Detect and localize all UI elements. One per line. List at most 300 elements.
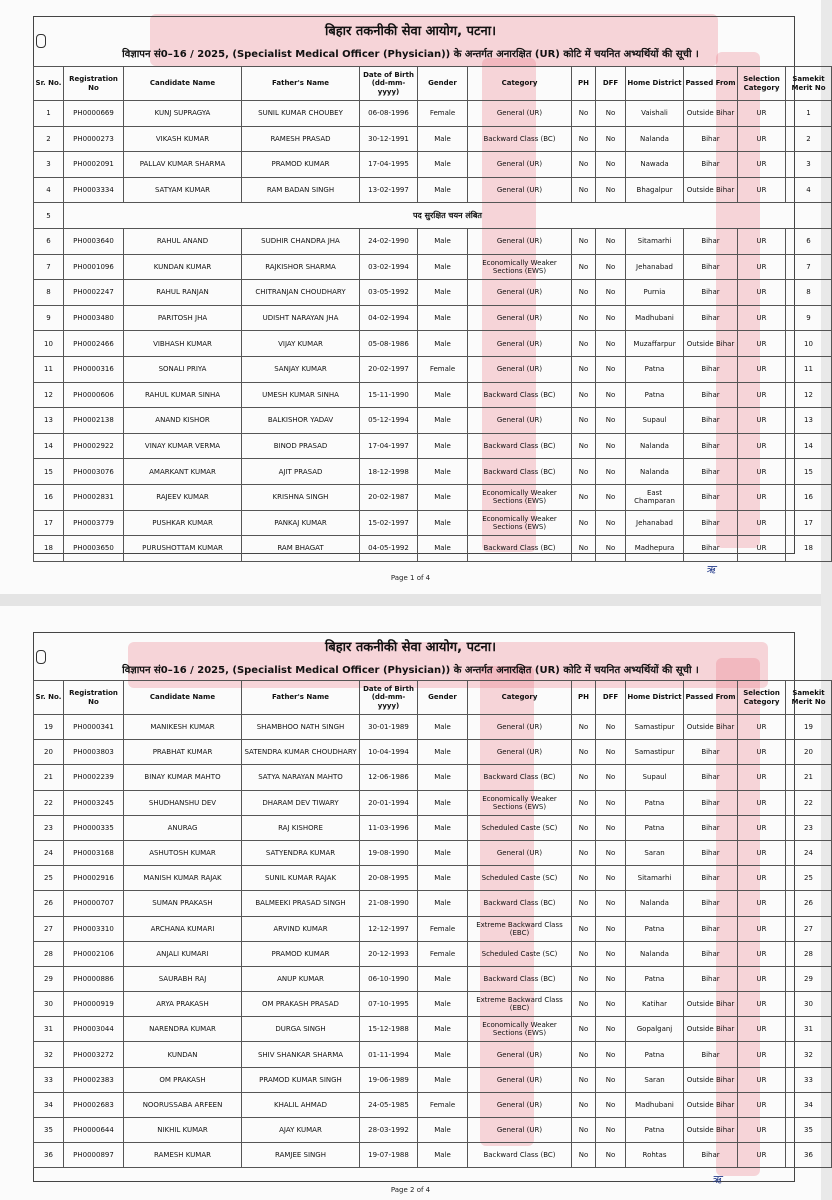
cell-gender: Male: [418, 484, 468, 510]
cell-gender: Male: [418, 891, 468, 916]
cell-date-of-birth: 06-08-1996: [360, 101, 418, 127]
cell-selection-category: UR: [738, 459, 786, 485]
cell-home-district: Vaishali: [626, 101, 684, 127]
cell-home-district: Patna: [626, 790, 684, 815]
cell-date-of-birth: 07-10-1995: [360, 992, 418, 1017]
cell-selection-category: UR: [738, 177, 786, 203]
cell-home-district: Madhepura: [626, 536, 684, 562]
cell-dff: No: [596, 254, 626, 280]
cell-candidate-name: RAHUL RANJAN: [124, 280, 242, 306]
cell-ph: No: [572, 891, 596, 916]
candidates-table: [33, 680, 832, 1168]
cell-candidate-name: PRABHAT KUMAR: [124, 740, 242, 765]
cell-passed-from: Outside Bihar: [684, 992, 738, 1017]
cell-gender: Female: [418, 941, 468, 966]
table-row: [34, 382, 832, 408]
cell-gender: Male: [418, 254, 468, 280]
cell-sr-no: 23: [34, 815, 64, 840]
cell-ph: No: [572, 228, 596, 254]
cell-merit-no: 20: [786, 740, 832, 765]
cell-date-of-birth: 17-04-1997: [360, 433, 418, 459]
cell-date-of-birth: 18-12-1998: [360, 459, 418, 485]
cell-sr-no: 32: [34, 1042, 64, 1067]
cell-fathers-name: UMESH KUMAR SINHA: [242, 382, 360, 408]
cell-gender: Male: [418, 992, 468, 1017]
table-row: [34, 941, 832, 966]
cell-selection-category: UR: [738, 740, 786, 765]
cell-category: Backward Class (BC): [468, 1143, 572, 1168]
cell-merit-no: 2: [786, 126, 832, 152]
cell-dff: No: [596, 280, 626, 306]
table-row: [34, 408, 832, 434]
cell-gender: Male: [418, 715, 468, 740]
cell-dff: No: [596, 1092, 626, 1117]
cell-passed-from: Outside Bihar: [684, 1017, 738, 1042]
table-row: [34, 1067, 832, 1092]
cell-date-of-birth: 28-03-1992: [360, 1118, 418, 1143]
cell-category: Economically Weaker Sections (EWS): [468, 790, 572, 815]
table-row: [34, 765, 832, 790]
cell-ph: No: [572, 382, 596, 408]
cell-dff: No: [596, 510, 626, 536]
cell-home-district: Samastipur: [626, 715, 684, 740]
cell-fathers-name: SANJAY KUMAR: [242, 356, 360, 382]
cell-registration-no: PH0000335: [64, 815, 124, 840]
cell-category: Economically Weaker Sections (EWS): [468, 1017, 572, 1042]
cell-candidate-name: ANJALI KUMARI: [124, 941, 242, 966]
cell-merit-no: 19: [786, 715, 832, 740]
page-number: Page 1 of 4: [390, 574, 431, 582]
cell-candidate-name: VINAY KUMAR VERMA: [124, 433, 242, 459]
cell-passed-from: Outside Bihar: [684, 101, 738, 127]
column-header-category: Category: [468, 67, 572, 101]
cell-gender: Male: [418, 1042, 468, 1067]
cell-gender: Male: [418, 408, 468, 434]
table-row: [34, 228, 832, 254]
cell-home-district: Nawada: [626, 152, 684, 178]
list-subtitle: विज्ञापन सं0–16 / 2025, (Specialist Medical Officer (Physician)) के अन्तर्गत अनारक्षित (UR) कोटि में चयनित अभ्यर्थियों की सूची ।: [122, 49, 699, 60]
cell-merit-no: 21: [786, 765, 832, 790]
cell-category: General (UR): [468, 280, 572, 306]
cell-date-of-birth: 30-12-1991: [360, 126, 418, 152]
cell-registration-no: PH0003310: [64, 916, 124, 941]
cell-date-of-birth: 20-02-1997: [360, 356, 418, 382]
cell-date-of-birth: 20-02-1987: [360, 484, 418, 510]
cell-selection-category: UR: [738, 510, 786, 536]
cell-category: Scheduled Caste (SC): [468, 941, 572, 966]
cell-home-district: Rohtas: [626, 1143, 684, 1168]
column-header-candidate-name: Candidate Name: [124, 681, 242, 715]
cell-merit-no: 12: [786, 382, 832, 408]
table-row: [34, 126, 832, 152]
cell-category: Backward Class (BC): [468, 459, 572, 485]
cell-sr-no: 16: [34, 484, 64, 510]
cell-ph: No: [572, 790, 596, 815]
column-header-dff: DFF: [596, 681, 626, 715]
cell-dff: No: [596, 765, 626, 790]
cell-merit-no: 28: [786, 941, 832, 966]
cell-passed-from: Bihar: [684, 916, 738, 941]
cell-ph: No: [572, 484, 596, 510]
cell-sr-no: 33: [34, 1067, 64, 1092]
cell-candidate-name: KUNDAN: [124, 1042, 242, 1067]
cell-merit-no: 11: [786, 356, 832, 382]
cell-candidate-name: PURUSHOTTAM KUMAR: [124, 536, 242, 562]
cell-merit-no: 7: [786, 254, 832, 280]
cell-passed-from: Bihar: [684, 510, 738, 536]
cell-registration-no: PH0000644: [64, 1118, 124, 1143]
signature: ऋ: [706, 563, 716, 576]
cell-home-district: Patna: [626, 1042, 684, 1067]
cell-registration-no: PH0003076: [64, 459, 124, 485]
cell-dff: No: [596, 1118, 626, 1143]
cell-dff: No: [596, 866, 626, 891]
column-header-gender: Gender: [418, 681, 468, 715]
cell-selection-category: UR: [738, 152, 786, 178]
cell-date-of-birth: 05-08-1986: [360, 331, 418, 357]
cell-merit-no: 6: [786, 228, 832, 254]
cell-category: General (UR): [468, 1042, 572, 1067]
cell-fathers-name: RAJKISHOR SHARMA: [242, 254, 360, 280]
cell-merit-no: 8: [786, 280, 832, 306]
cell-dff: No: [596, 891, 626, 916]
cell-passed-from: Bihar: [684, 1042, 738, 1067]
cell-gender: Male: [418, 459, 468, 485]
cell-sr-no: 2: [34, 126, 64, 152]
cell-registration-no: PH0000316: [64, 356, 124, 382]
cell-fathers-name: KHALIL AHMAD: [242, 1092, 360, 1117]
cell-fathers-name: SUNIL KUMAR CHOUBEY: [242, 101, 360, 127]
cell-selection-category: UR: [738, 254, 786, 280]
cell-fathers-name: ANUP KUMAR: [242, 966, 360, 991]
cell-passed-from: Bihar: [684, 536, 738, 562]
cell-sr-no: 21: [34, 765, 64, 790]
cell-category: General (UR): [468, 101, 572, 127]
cell-sr-no: 26: [34, 891, 64, 916]
cell-passed-from: Bihar: [684, 765, 738, 790]
cell-date-of-birth: 30-01-1989: [360, 715, 418, 740]
cell-merit-no: 18: [786, 536, 832, 562]
table-row: [34, 280, 832, 306]
cell-dff: No: [596, 459, 626, 485]
cell-fathers-name: DURGA SINGH: [242, 1017, 360, 1042]
cell-ph: No: [572, 254, 596, 280]
cell-fathers-name: SATENDRA KUMAR CHOUDHARY: [242, 740, 360, 765]
cell-selection-category: UR: [738, 1118, 786, 1143]
cell-passed-from: Bihar: [684, 305, 738, 331]
column-header-selection-category: Selection Category: [738, 67, 786, 101]
cell-passed-from: Outside Bihar: [684, 1067, 738, 1092]
cell-passed-from: Bihar: [684, 484, 738, 510]
cell-passed-from: Outside Bihar: [684, 1118, 738, 1143]
cell-ph: No: [572, 305, 596, 331]
cell-gender: Male: [418, 510, 468, 536]
cell-candidate-name: ANURAG: [124, 815, 242, 840]
cell-merit-no: 16: [786, 484, 832, 510]
table-row: [34, 740, 832, 765]
cell-dff: No: [596, 740, 626, 765]
cell-gender: Male: [418, 1017, 468, 1042]
cell-category: General (UR): [468, 228, 572, 254]
column-header-category: Category: [468, 681, 572, 715]
cell-ph: No: [572, 126, 596, 152]
cell-merit-no: 27: [786, 916, 832, 941]
org-title: बिहार तकनीकी सेवा आयोग, पटना।: [324, 640, 497, 655]
cell-home-district: Gopalganj: [626, 1017, 684, 1042]
cell-registration-no: PH0002138: [64, 408, 124, 434]
cell-sr-no: 14: [34, 433, 64, 459]
cell-candidate-name: NIKHIL KUMAR: [124, 1118, 242, 1143]
cell-home-district: Patna: [626, 966, 684, 991]
cell-dff: No: [596, 941, 626, 966]
column-header-sr-no: Sr. No.: [34, 67, 64, 101]
cell-ph: No: [572, 866, 596, 891]
cell-ph: No: [572, 408, 596, 434]
column-header-selection-category: Selection Category: [738, 681, 786, 715]
cell-gender: Male: [418, 790, 468, 815]
cell-dff: No: [596, 126, 626, 152]
cell-ph: No: [572, 1092, 596, 1117]
table-row: [34, 484, 832, 510]
cell-date-of-birth: 04-02-1994: [360, 305, 418, 331]
cell-passed-from: Bihar: [684, 228, 738, 254]
cell-passed-from: Bihar: [684, 280, 738, 306]
cell-home-district: Madhubani: [626, 1092, 684, 1117]
table-row: [34, 815, 832, 840]
cell-sr-no: 13: [34, 408, 64, 434]
cell-fathers-name: SHAMBHOO NATH SINGH: [242, 715, 360, 740]
table-row: [34, 254, 832, 280]
cell-sr-no: 18: [34, 536, 64, 562]
cell-date-of-birth: 12-12-1997: [360, 916, 418, 941]
cell-gender: Male: [418, 305, 468, 331]
cell-fathers-name: SUNIL KUMAR RAJAK: [242, 866, 360, 891]
cell-sr-no: 3: [34, 152, 64, 178]
cell-sr-no: 28: [34, 941, 64, 966]
cell-candidate-name: KUNJ SUPRAGYA: [124, 101, 242, 127]
cell-registration-no: PH0003272: [64, 1042, 124, 1067]
cell-registration-no: PH0003640: [64, 228, 124, 254]
cell-date-of-birth: 15-02-1997: [360, 510, 418, 536]
cell-merit-no: 32: [786, 1042, 832, 1067]
cell-merit-no: 14: [786, 433, 832, 459]
cell-sr-no: 34: [34, 1092, 64, 1117]
cell-category: Backward Class (BC): [468, 966, 572, 991]
cell-date-of-birth: 11-03-1996: [360, 815, 418, 840]
cell-date-of-birth: 03-05-1992: [360, 280, 418, 306]
cell-passed-from: Bihar: [684, 152, 738, 178]
cell-home-district: Supaul: [626, 408, 684, 434]
cell-ph: No: [572, 1042, 596, 1067]
cell-dff: No: [596, 1017, 626, 1042]
cell-category: Extreme Backward Class (EBC): [468, 992, 572, 1017]
cell-home-district: Saran: [626, 1067, 684, 1092]
cell-registration-no: PH0003779: [64, 510, 124, 536]
column-header-gender: Gender: [418, 67, 468, 101]
cell-merit-no: 30: [786, 992, 832, 1017]
cell-merit-no: 13: [786, 408, 832, 434]
cell-candidate-name: PALLAV KUMAR SHARMA: [124, 152, 242, 178]
cell-candidate-name: SHUDHANSHU DEV: [124, 790, 242, 815]
cell-dff: No: [596, 331, 626, 357]
cell-selection-category: UR: [738, 715, 786, 740]
cell-gender: Male: [418, 228, 468, 254]
cell-sr-no: 6: [34, 228, 64, 254]
cell-gender: Male: [418, 966, 468, 991]
cell-home-district: Sitamarhi: [626, 866, 684, 891]
table-row: [34, 1143, 832, 1168]
cell-gender: Female: [418, 916, 468, 941]
cell-category: Backward Class (BC): [468, 382, 572, 408]
cell-registration-no: PH0002239: [64, 765, 124, 790]
table-row: [34, 891, 832, 916]
cell-selection-category: UR: [738, 1143, 786, 1168]
cell-merit-no: 29: [786, 966, 832, 991]
cell-gender: Male: [418, 280, 468, 306]
cell-dff: No: [596, 484, 626, 510]
cell-registration-no: PH0002916: [64, 866, 124, 891]
cell-candidate-name: RAJEEV KUMAR: [124, 484, 242, 510]
table-row: [34, 356, 832, 382]
cell-sr-no: 12: [34, 382, 64, 408]
cell-date-of-birth: 19-06-1989: [360, 1067, 418, 1092]
cell-date-of-birth: 17-04-1995: [360, 152, 418, 178]
cell-passed-from: Bihar: [684, 840, 738, 865]
cell-fathers-name: PRAMOD KUMAR: [242, 152, 360, 178]
cell-candidate-name: SONALI PRIYA: [124, 356, 242, 382]
column-header-dff: DFF: [596, 67, 626, 101]
table-row: [34, 331, 832, 357]
cell-fathers-name: VIJAY KUMAR: [242, 331, 360, 357]
cell-sr-no: 4: [34, 177, 64, 203]
cell-registration-no: PH0003334: [64, 177, 124, 203]
document-page-1: [0, 0, 826, 594]
cell-category: Extreme Backward Class (EBC): [468, 916, 572, 941]
table-row: [34, 715, 832, 740]
column-header-merit-no: Samekit Merit No: [786, 681, 832, 715]
cell-selection-category: UR: [738, 536, 786, 562]
cell-selection-category: UR: [738, 840, 786, 865]
cell-passed-from: Bihar: [684, 433, 738, 459]
cell-ph: No: [572, 966, 596, 991]
cell-selection-category: UR: [738, 992, 786, 1017]
cell-home-district: Patna: [626, 356, 684, 382]
cell-selection-category: UR: [738, 484, 786, 510]
column-header-date-of-birth: Date of Birth (dd-mm-yyyy): [360, 681, 418, 715]
cell-dff: No: [596, 433, 626, 459]
cell-sr-no: 10: [34, 331, 64, 357]
cell-home-district: Jehanabad: [626, 510, 684, 536]
cell-registration-no: PH0000919: [64, 992, 124, 1017]
cell-date-of-birth: 10-04-1994: [360, 740, 418, 765]
table-row: [34, 790, 832, 815]
cell-selection-category: UR: [738, 966, 786, 991]
cell-candidate-name: SUMAN PRAKASH: [124, 891, 242, 916]
cell-date-of-birth: 01-11-1994: [360, 1042, 418, 1067]
table-row: [34, 101, 832, 127]
cell-passed-from: Bihar: [684, 941, 738, 966]
cell-merit-no: 25: [786, 866, 832, 891]
cell-merit-no: 24: [786, 840, 832, 865]
cell-merit-no: 33: [786, 1067, 832, 1092]
cell-registration-no: PH0002247: [64, 280, 124, 306]
cell-home-district: Patna: [626, 382, 684, 408]
cell-fathers-name: PRAMOD KUMAR: [242, 941, 360, 966]
cell-home-district: East Champaran: [626, 484, 684, 510]
cell-gender: Male: [418, 1067, 468, 1092]
cell-sr-no: 5: [34, 203, 64, 229]
cell-dff: No: [596, 408, 626, 434]
cell-date-of-birth: 03-02-1994: [360, 254, 418, 280]
cell-date-of-birth: 20-08-1995: [360, 866, 418, 891]
cell-category: General (UR): [468, 1067, 572, 1092]
cell-home-district: Patna: [626, 1118, 684, 1143]
cell-fathers-name: BINOD PRASAD: [242, 433, 360, 459]
cell-registration-no: PH0003245: [64, 790, 124, 815]
cell-dff: No: [596, 1042, 626, 1067]
cell-gender: Male: [418, 1143, 468, 1168]
cell-fathers-name: SHIV SHANKAR SHARMA: [242, 1042, 360, 1067]
cell-ph: No: [572, 1017, 596, 1042]
cell-selection-category: UR: [738, 941, 786, 966]
cell-candidate-name: VIBHASH KUMAR: [124, 331, 242, 357]
cell-fathers-name: DHARAM DEV TIWARY: [242, 790, 360, 815]
cell-home-district: Samastipur: [626, 740, 684, 765]
cell-fathers-name: SATYENDRA KUMAR: [242, 840, 360, 865]
cell-selection-category: UR: [738, 1067, 786, 1092]
document-page-2: [0, 606, 826, 1200]
cell-dff: No: [596, 966, 626, 991]
cell-category: Backward Class (BC): [468, 126, 572, 152]
cell-ph: No: [572, 1067, 596, 1092]
cell-candidate-name: ASHUTOSH KUMAR: [124, 840, 242, 865]
cell-fathers-name: RAM BHAGAT: [242, 536, 360, 562]
cell-fathers-name: AJIT PRASAD: [242, 459, 360, 485]
cell-merit-no: 15: [786, 459, 832, 485]
cell-fathers-name: AJAY KUMAR: [242, 1118, 360, 1143]
table-row: [34, 1017, 832, 1042]
cell-home-district: Madhubani: [626, 305, 684, 331]
cell-selection-category: UR: [738, 101, 786, 127]
column-header-ph: PH: [572, 681, 596, 715]
cell-registration-no: PH0003650: [64, 536, 124, 562]
cell-registration-no: PH0003168: [64, 840, 124, 865]
cell-dff: No: [596, 382, 626, 408]
cell-category: General (UR): [468, 152, 572, 178]
cell-fathers-name: RAJ KISHORE: [242, 815, 360, 840]
cell-registration-no: PH0000341: [64, 715, 124, 740]
table-row: [34, 305, 832, 331]
cell-merit-no: 1: [786, 101, 832, 127]
cell-fathers-name: SUDHIR CHANDRA JHA: [242, 228, 360, 254]
cell-sr-no: 24: [34, 840, 64, 865]
cell-ph: No: [572, 459, 596, 485]
cell-selection-category: UR: [738, 765, 786, 790]
cell-registration-no: PH0002466: [64, 331, 124, 357]
cell-candidate-name: RAHUL KUMAR SINHA: [124, 382, 242, 408]
cell-selection-category: UR: [738, 356, 786, 382]
cell-home-district: Supaul: [626, 765, 684, 790]
table-header-row: [34, 67, 832, 101]
cell-registration-no: PH0003044: [64, 1017, 124, 1042]
cell-passed-from: Bihar: [684, 254, 738, 280]
table-row: [34, 916, 832, 941]
cell-home-district: Nalanda: [626, 891, 684, 916]
cell-sr-no: 19: [34, 715, 64, 740]
cell-selection-category: UR: [738, 305, 786, 331]
cell-ph: No: [572, 941, 596, 966]
table-row: [34, 510, 832, 536]
